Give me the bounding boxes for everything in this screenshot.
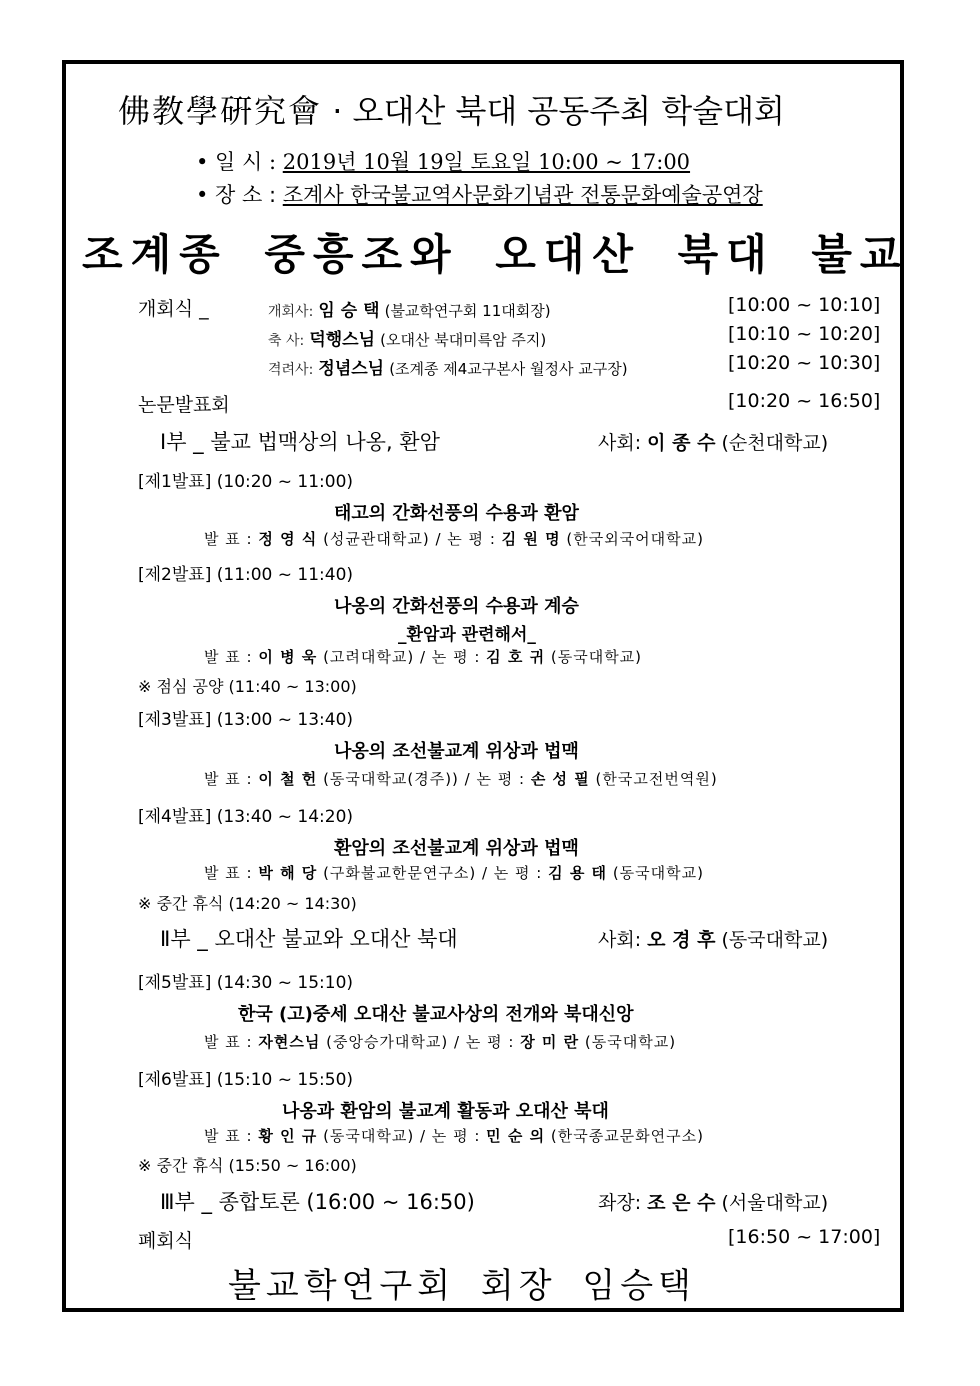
paper-title: 환암의 조선불교계 위상과 법맥 bbox=[334, 838, 579, 859]
opening-row: 격려사: 정념스님 (조계종 제4교구본사 월정사 교구장) bbox=[268, 359, 628, 379]
place-line: • 장 소 : 조계사 한국불교역사문화기념관 전통문화예술공연장 bbox=[196, 183, 763, 207]
opening-row: 축 사: 덕행스님 (오대산 북대미륵암 주지) bbox=[268, 330, 547, 350]
paper-title: 태고의 간화선풍의 수용과 환암 bbox=[334, 503, 579, 524]
part2-chair: 사회: 오 경 후 (동국대학교) bbox=[598, 929, 829, 951]
presenter-line: 발 표 : 박 해 당 (구화불교한문연구소) / 논 평 : 김 용 태 (동국대학교) bbox=[204, 864, 704, 882]
session-label: [제4발표] (13:40 ~ 14:20) bbox=[138, 807, 354, 827]
part1-chair: 사회: 이 종 수 (순천대학교) bbox=[598, 432, 829, 454]
opening-row: 개회사: 임 승 택 (불교학연구회 11대회장) bbox=[268, 301, 551, 321]
date-line: • 일 시 : 2019년 10월 19일 토요일 10:00 ~ 17:00 bbox=[196, 150, 691, 174]
lunch-note: ※ 점심 공양 (11:40 ~ 13:00) bbox=[138, 677, 357, 696]
session-label: [제2발표] (11:00 ~ 11:40) bbox=[138, 565, 354, 585]
event-title: · 오대산 북대 공동주최 학술대회 bbox=[332, 92, 785, 130]
part3-title: Ⅲ부 _ 종합토론 (16:00 ~ 16:50) bbox=[160, 1190, 475, 1214]
part2-title: Ⅱ부 _ 오대산 불교와 오대산 북대 bbox=[160, 927, 458, 951]
part3-chair: 좌장: 조 은 수 (서울대학교) bbox=[598, 1192, 829, 1214]
session-label: [제1발표] (10:20 ~ 11:00) bbox=[138, 472, 354, 492]
presenter-line: 발 표 : 이 철 헌 (동국대학교(경주)) / 논 평 : 손 성 필 (한국고전번역원) bbox=[204, 770, 718, 788]
paper-title: 나옹과 환암의 불교계 활동과 오대산 북대 bbox=[282, 1101, 609, 1122]
session-label: [제3발표] (13:00 ~ 13:40) bbox=[138, 710, 354, 730]
footer-signature: 불교학연구회 회장 임승택 bbox=[228, 1266, 696, 1306]
opening-label: 개회식 _ bbox=[138, 298, 209, 320]
part1-title: Ⅰ부 _ 불교 법맥상의 나옹, 환암 bbox=[160, 430, 440, 454]
opening-time: [10:20 ~ 10:30] bbox=[728, 352, 881, 374]
society-name-hanja: 佛教學硏究會 bbox=[118, 92, 323, 130]
presenter-line: 발 표 : 자현스님 (중앙승가대학교) / 논 평 : 장 미 란 (동국대학교) bbox=[204, 1033, 677, 1051]
break-note: ※ 중간 휴식 (14:20 ~ 14:30) bbox=[138, 894, 357, 913]
papers-session-time: [10:20 ~ 16:50] bbox=[728, 390, 881, 412]
paper-subtitle: _환암과 관련해서_ bbox=[398, 625, 536, 645]
presenter-line: 발 표 : 이 병 욱 (고려대학교) / 논 평 : 김 호 귀 (동국대학교) bbox=[204, 648, 643, 666]
presenter-line: 발 표 : 황 인 규 (동국대학교) / 논 평 : 민 순 의 (한국종교문화연구소) bbox=[204, 1127, 704, 1145]
event-headline bbox=[118, 86, 785, 132]
main-title: 조계종 중흥조와 오대산 북대 불교 bbox=[82, 230, 909, 279]
closing-time: [16:50 ~ 17:00] bbox=[728, 1226, 881, 1248]
opening-time: [10:10 ~ 10:20] bbox=[728, 323, 881, 345]
presenter-line: 발 표 : 정 영 식 (성균관대학교) / 논 평 : 김 원 명 (한국외국어대학교) bbox=[204, 530, 704, 548]
paper-title: 나옹의 간화선풍의 수용과 계승 bbox=[334, 596, 579, 617]
opening-time: [10:00 ~ 10:10] bbox=[728, 294, 881, 316]
session-label: [제5발표] (14:30 ~ 15:10) bbox=[138, 973, 354, 993]
date-value: 2019년 10월 19일 토요일 10:00 ~ 17:00 bbox=[282, 150, 691, 174]
place-value: 조계사 한국불교역사문화기념관 전통문화예술공연장 bbox=[282, 183, 763, 207]
paper-title: 나옹의 조선불교계 위상과 법맥 bbox=[334, 741, 579, 762]
break-note: ※ 중간 휴식 (15:50 ~ 16:00) bbox=[138, 1156, 357, 1175]
papers-session-label: 논문발표회 bbox=[138, 394, 230, 416]
closing-label: 폐회식 bbox=[138, 1230, 194, 1252]
session-label: [제6발표] (15:10 ~ 15:50) bbox=[138, 1070, 354, 1090]
paper-title: 한국 (고)중세 오대산 불교사상의 전개와 북대신앙 bbox=[238, 1004, 634, 1025]
